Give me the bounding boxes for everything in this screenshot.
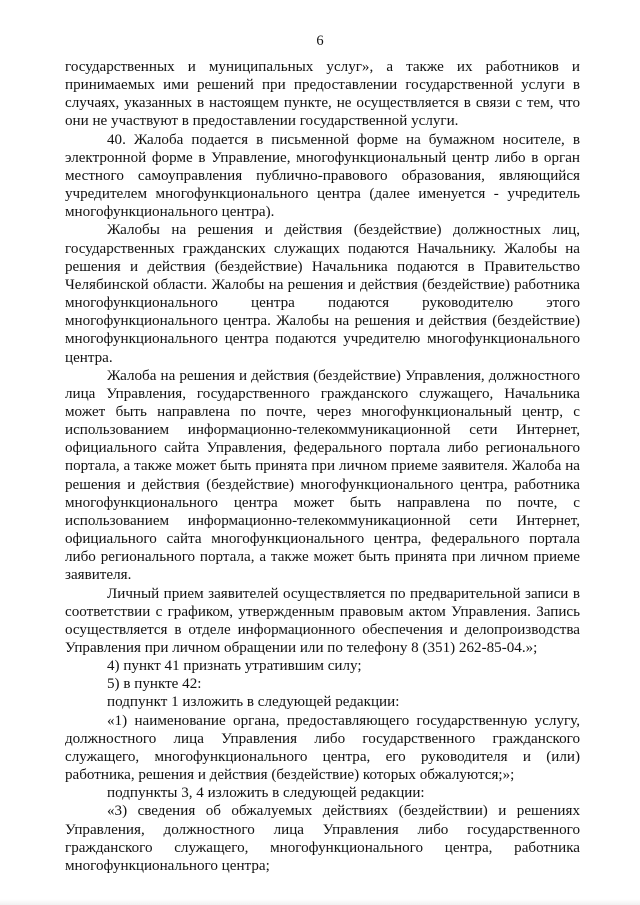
list-item: 4) пункт 41 признать утратившим силу;	[107, 658, 362, 675]
paragraph: Жалоба на решения и действия (бездействие) Управления, должностного лица Управления, государственного гражданского служащего, Начальника может быть направлена по почте, через многофункциональный центр, с использованием информационно-телекоммуникационной сети Интернет, официального сайта Управления, федерального портала либо регионального портала, а также может быть принята при личном приеме заявителя. Жалоба на решения и действия (бездействие) многофункционального центра, работника многофункционального центра может быть направлена по почте, с использованием информационно-телекоммуникационной сети Интернет, официального сайта многофункционального центра, федерального портала либо регионального портала, а также может быть принята при личном приеме заявителя.	[65, 367, 580, 584]
page-number: 6	[316, 33, 324, 49]
quoted-paragraph: «3) сведения об обжалуемых действиях (бездействии) и решениях Управления, должностного лица Управления либо государственного гражданского служащего, многофункционального центра, работника многофункционального центра;	[65, 803, 580, 874]
scan-edge	[0, 899, 640, 905]
paragraph: Личный прием заявителей осуществляется по предварительной записи в соответствии с графиком, утвержденным правовым актом Управления. Запись осуществляется в отделе информационного обеспечения и делопроизводства Управления при личном обращении или по телефону 8 (351) 262-85-04.»;	[65, 585, 580, 656]
paragraph: Жалобы на решения и действия (бездействие) должностных лиц, государственных гражданских служащих подаются Начальнику. Жалобы на решения и действия (бездействие) Начальника подаются в Правительство Челябинской области. Жалобы на решения и действия (бездействие) работника многофункционального центра подаются руководителю этого многофункционального центра. Жалобы на решения и действия (бездействие) многофункционального центра подаются учредителю многофункционального центра.	[65, 222, 580, 366]
list-item: 5) в пункте 42:	[107, 676, 202, 693]
paragraph: государственных и муниципальных услуг», а также их работников и принимаемых ими решений при предоставлении государственной услуги в случаях, указанных в настоящем пункте, не осуществляется в связи с тем, что они не участвуют в предоставлении государственной услуги.	[65, 59, 580, 130]
paragraph: подпункты 3, 4 изложить в следующей редакции:	[107, 785, 425, 802]
quoted-paragraph: «1) наименование органа, предоставляющего государственную услугу, должностного лица Управления либо государственного гражданского служащего, многофункционального центра, его руководителя и (или) работника, решения и действия (бездействие) которых обжалуются;»;	[65, 712, 580, 784]
document-body	[65, 58, 580, 875]
paragraph: подпункт 1 изложить в следующей редакции:	[107, 694, 400, 711]
paragraph-item-40: 40. Жалоба подается в письменной форме на бумажном носителе, в электронной форме в Управление, многофункциональный центр либо в орган местного самоуправления публично-правового образования, являющийся учредителем многофункционального центра (далее именуется - учредитель многофункционального центра).	[65, 131, 580, 221]
